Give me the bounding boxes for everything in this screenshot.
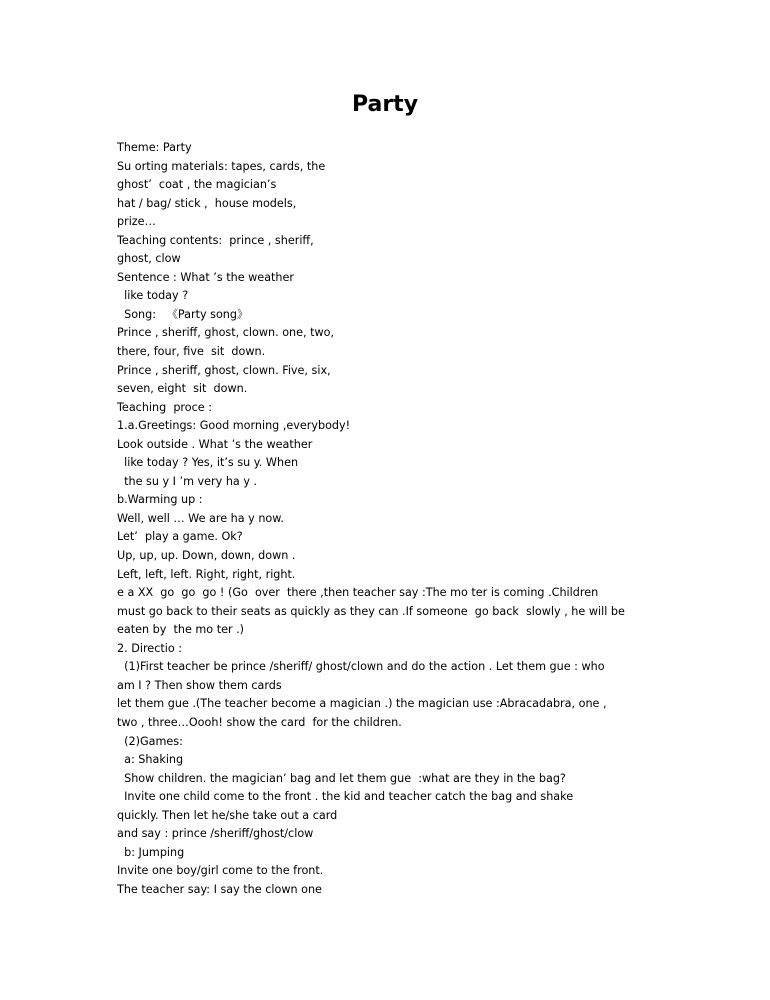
text-line: b: Jumping <box>117 845 185 859</box>
text-line: hat / bag/ stick , house models, <box>117 196 297 210</box>
text-line: there, four, five sit down. <box>117 345 266 359</box>
text-line: The teacher say: I say the clown one <box>117 882 322 896</box>
text-line: prize… <box>117 215 156 229</box>
page-title: Party <box>351 92 419 117</box>
text-line: must go back to their seats as quickly as they can .If someone go back slowly , he will be <box>117 604 625 618</box>
text-line: Let’ play a game. Ok? <box>117 530 243 544</box>
text-line: Left, left, left. Right, right, right. <box>117 567 296 581</box>
text-line: two , three…Oooh! show the card for the children. <box>117 715 402 729</box>
text-line: like today ? <box>117 289 189 303</box>
text-line: ghost, clow <box>117 252 181 266</box>
text-line: (2)Games: <box>117 734 183 748</box>
text-line: Sentence : What ’s the weather <box>117 270 295 284</box>
text-line: 2. Directio : <box>117 641 183 655</box>
text-line: Invite one boy/girl come to the front. <box>117 864 324 878</box>
text-line: Teaching proce : <box>117 400 212 414</box>
text-line: am I ? Then show them cards <box>117 678 282 692</box>
text-line: Prince , sheriff, ghost, clown. Five, six, <box>117 363 331 377</box>
text-line: Up, up, up. Down, down, down . <box>117 549 296 563</box>
text-line: Su orting materials: tapes, cards, the <box>117 159 326 173</box>
text-line: ghost’ coat , the magician’s <box>117 178 277 192</box>
text-line: Invite one child come to the front . the kid and teacher catch the bag and shake <box>117 790 574 804</box>
text-line: quickly. Then let he/she take out a card <box>117 808 338 822</box>
text-line: 1.a.Greetings: Good morning ,everybody! <box>117 419 351 433</box>
text-line: Look outside . What ’s the weather <box>117 437 313 451</box>
text-line: and say : prince /sheriff/ghost/clow <box>117 827 314 841</box>
text-line: b.Warming up : <box>117 493 203 507</box>
text-line: like today ? Yes, it’s su y. When <box>117 456 299 470</box>
document-body <box>117 139 662 899</box>
text-line: Prince , sheriff, ghost, clown. one, two, <box>117 326 335 340</box>
text-line: (1)First teacher be prince /sheriff/ ghost/clown and do the action . Let them gue : who <box>117 660 605 674</box>
text-line: a: Shaking <box>117 753 184 767</box>
text-line: eaten by the mo ter .) <box>117 623 245 637</box>
text-line: Theme: Party <box>117 141 192 154</box>
text-line: Well, well … We are ha y now. <box>117 511 284 525</box>
text-line: e a XX go go go ! (Go over there ,then teacher say :The mo ter is coming .Children <box>117 586 599 600</box>
text-line: Teaching contents: prince , sheriff, <box>117 233 314 247</box>
text-line: let them gue .(The teacher become a magician .) the magician use :Abracadabra, one , <box>117 697 607 711</box>
text-line: the su y I ’m very ha y . <box>117 474 258 488</box>
text-line: seven, eight sit down. <box>117 382 248 396</box>
text-line: Show children. the magician’ bag and let them gue :what are they in the bag? <box>117 771 566 785</box>
text-line: Song: 《Party song》 <box>117 307 249 321</box>
